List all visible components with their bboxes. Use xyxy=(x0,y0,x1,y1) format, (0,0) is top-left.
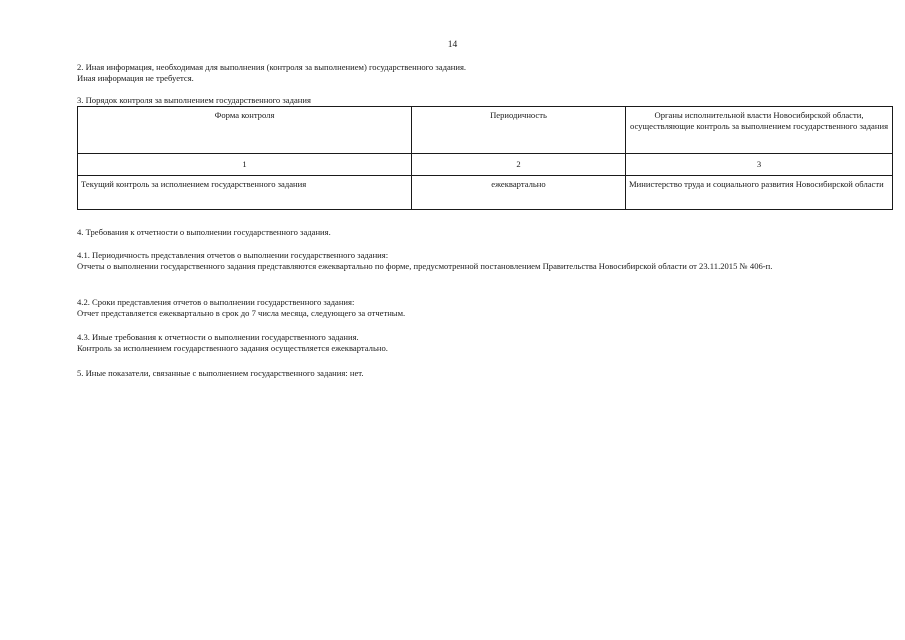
section-4-2-text: Отчет представляется ежеквартально в срок до 7 числа месяца, следующего за отчетным. xyxy=(77,308,406,319)
cell-control-form: Текущий контроль за исполнением государственного задания xyxy=(78,176,412,210)
section-4-3-text: Контроль за исполнением государственного задания осуществляется ежеквартально. xyxy=(77,343,388,354)
column-number-2: 2 xyxy=(412,154,626,176)
header-periodicity: Периодичность xyxy=(412,107,626,154)
section-3 xyxy=(77,95,877,106)
table-number-row xyxy=(78,154,893,176)
cell-periodicity: ежеквартально xyxy=(412,176,626,210)
section-4-2-heading: 4.2. Сроки представления отчетов о выполнении государственного задания: xyxy=(77,297,355,307)
section-4-1 xyxy=(77,250,877,272)
section-4-2 xyxy=(77,297,877,319)
section-4-1-text: Отчеты о выполнении государственного задания представляются ежеквартально по форме, предусмотренной постановлением Правительства Новосибирской области от 23.11.2015 № 406-п. xyxy=(77,261,773,272)
cell-authority: Министерство труда и социального развития Новосибирской области xyxy=(626,176,893,210)
header-control-form: Форма контроля xyxy=(78,107,412,154)
section-5 xyxy=(77,368,877,379)
section-5-text: 5. Иные показатели, связанные с выполнением государственного задания: нет. xyxy=(77,368,364,378)
section-4-1-heading: 4.1. Периодичность представления отчетов о выполнении государственного задания: xyxy=(77,250,389,260)
section-4-3 xyxy=(77,332,877,354)
table-row xyxy=(78,176,893,210)
header-authorities: Органы исполнительной власти Новосибирской области, осуществляющие контроль за выполнением государственного задания xyxy=(626,107,893,154)
section-3-heading: 3. Порядок контроля за выполнением государственного задания xyxy=(77,95,311,105)
table-header-row xyxy=(78,107,893,154)
section-2-heading: 2. Иная информация, необходимая для выполнения (контроля за выполнением) государственного задания. xyxy=(77,62,467,72)
section-2 xyxy=(77,62,877,84)
section-4 xyxy=(77,227,877,238)
section-2-text: Иная информация не требуется. xyxy=(77,73,194,84)
section-4-3-heading: 4.3. Иные требования к отчетности о выполнении государственного задания. xyxy=(77,332,359,342)
column-number-1: 1 xyxy=(78,154,412,176)
column-number-3: 3 xyxy=(626,154,893,176)
control-table xyxy=(77,106,893,210)
section-4-heading: 4. Требования к отчетности о выполнении государственного задания. xyxy=(77,227,331,237)
page-number: 14 xyxy=(447,40,458,50)
